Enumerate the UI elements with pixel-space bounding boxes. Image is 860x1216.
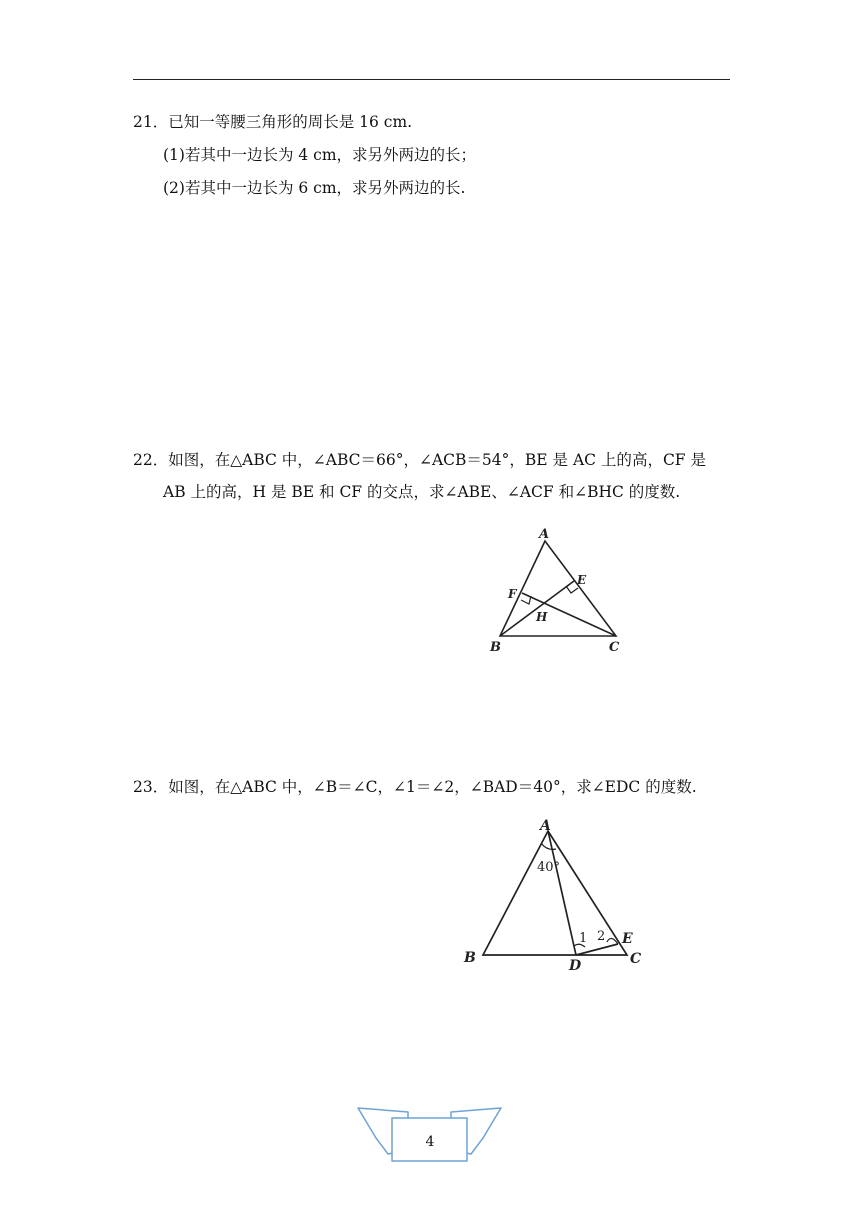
q21-stem: 21．已知一等腰三角形的周长是 16 cm. <box>133 113 413 131</box>
q23-label-c: C <box>630 951 642 967</box>
q23-figure <box>455 815 655 980</box>
q23-label-d: D <box>569 958 582 974</box>
q22-label-e: E <box>577 573 587 587</box>
q23-label-b: B <box>464 950 476 966</box>
q22-triangle <box>500 541 616 636</box>
q22-right-angle-e <box>566 586 578 593</box>
q22-label-h: H <box>536 610 548 624</box>
q22-label-c: C <box>609 640 620 655</box>
q21-part1: (1)若其中一边长为 4 cm，求另外两边的长； <box>163 146 477 164</box>
q23-label-angle2: 2 <box>597 929 606 944</box>
header-rule <box>133 79 730 80</box>
q22-label-a: A <box>539 527 550 542</box>
q23-line1: 23．如图，在△ABC 中，∠B＝∠C，∠1＝∠2，∠BAD＝40°，求∠EDC 的度数. <box>133 778 697 796</box>
q22-figure <box>470 520 640 660</box>
q23-label-e: E <box>622 931 633 947</box>
q22-label-f: F <box>508 587 517 601</box>
q22-label-b: B <box>490 640 501 655</box>
q23-label-40deg: 40° <box>537 860 561 875</box>
q22-line2: AB 上的高，H 是 BE 和 CF 的交点，求∠ABE、∠ACF 和∠BHC 的度数. <box>163 483 681 501</box>
q23-label-angle1: 1 <box>579 931 588 946</box>
q22-line1: 22．如图，在△ABC 中，∠ABC＝66°，∠ACB＝54°，BE 是 AC 上的高，CF 是 <box>133 451 706 469</box>
page-number: 4 <box>425 1134 435 1150</box>
q23-arc-bad <box>541 843 556 849</box>
q23-label-a: A <box>540 818 551 834</box>
q21-part2: (2)若其中一边长为 6 cm，求另外两边的长. <box>163 179 466 197</box>
